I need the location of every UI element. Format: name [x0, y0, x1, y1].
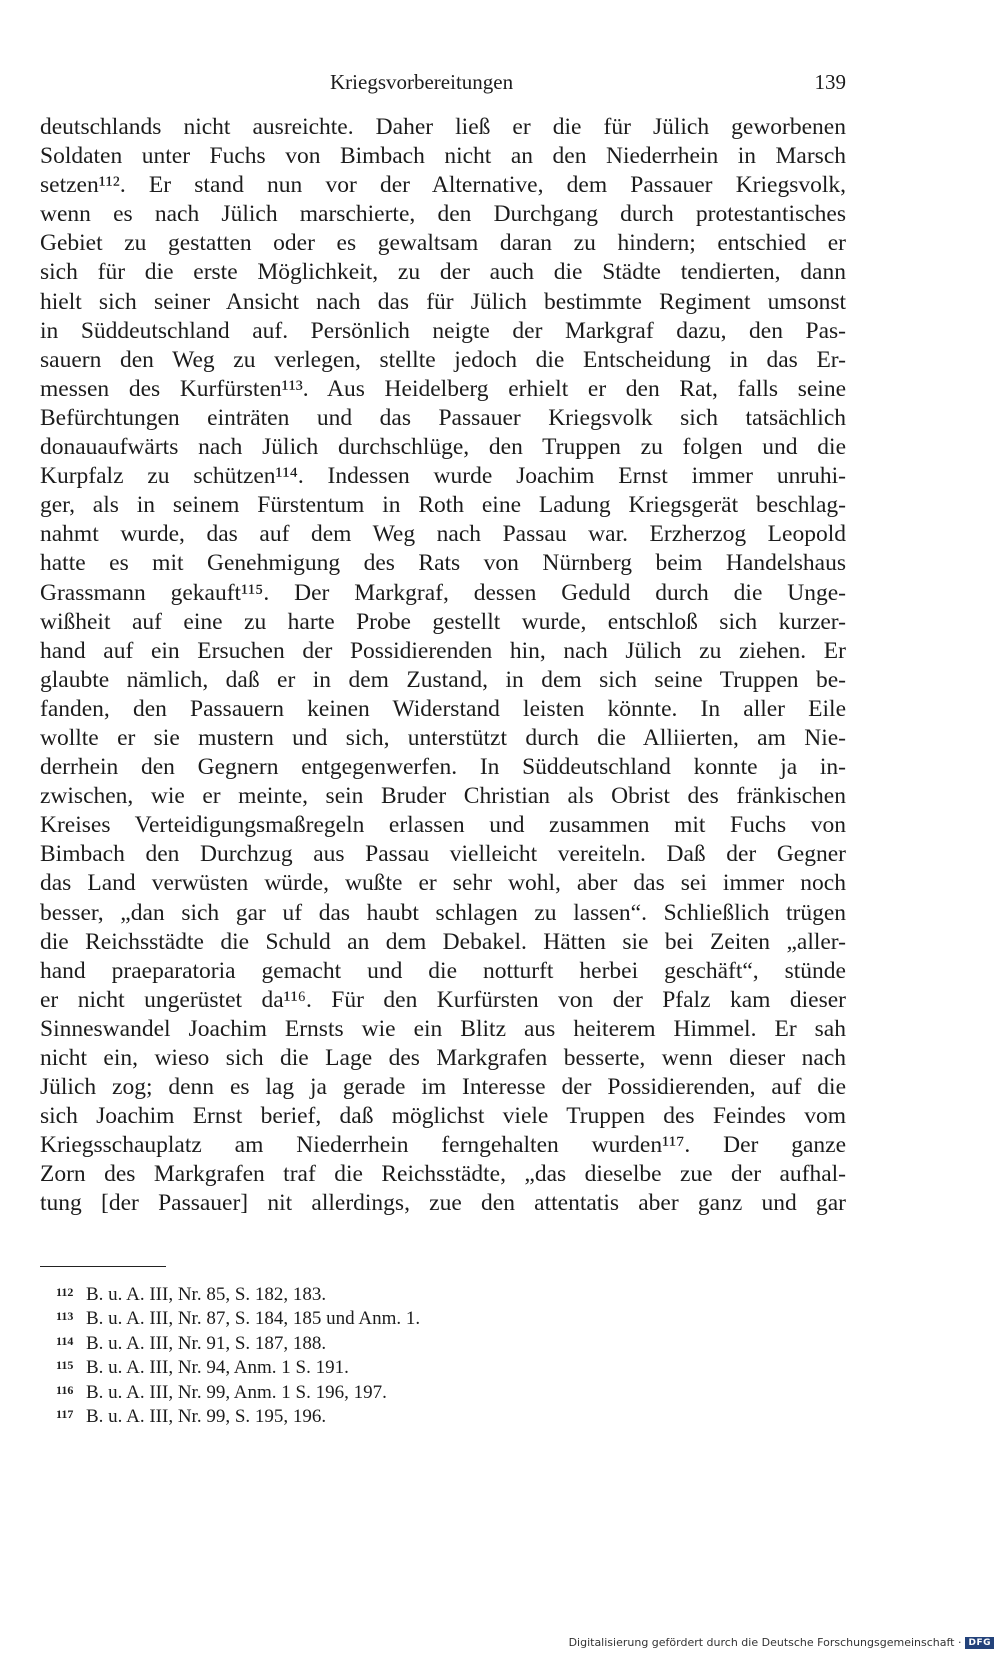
- text-line: Kreises Verteidigungsmaßregeln erlassen und zusammen mit Fuchs von: [40, 812, 846, 839]
- text-line: die Reichsstädte die Schuld an dem Debakel. Hätten sie bei Zeiten „aller-: [40, 928, 846, 955]
- text-line: in Süddeutschland auf. Persönlich neigte der Markgraf dazu, den Pas-: [40, 317, 846, 344]
- text-line: besser, „dan sich gar uf das haubt schlagen zu lassen“. Schließlich trügen: [40, 899, 846, 926]
- footnote-number: 115: [56, 1358, 74, 1373]
- text-line: glaubte nämlich, daß er in dem Zustand, in dem sich seine Truppen be-: [40, 666, 846, 693]
- text-line: das Land verwüsten würde, wußte er sehr wohl, aber das sei immer noch: [40, 870, 846, 897]
- text-line: Jülich zog; denn es lag ja gerade im Interesse der Possidierenden, auf die: [40, 1074, 846, 1101]
- text-line: Gebiet zu gestatten oder es gewaltsam daran zu hindern; entschied er: [40, 230, 846, 257]
- running-head: [40, 70, 846, 104]
- footnote-number: 114: [56, 1333, 74, 1348]
- text-line: hand praeparatoria gemacht und die notturft herbei geschäft“, stünde: [40, 957, 846, 984]
- text-line: donauaufwärts nach Jülich durchschlüge, den Truppen zu folgen und die: [40, 434, 846, 461]
- digitization-text: Digitalisierung gefördert durch die Deutsche Forschungsgemeinschaft ·: [568, 1636, 962, 1649]
- text-line: messen des Kurfürsten¹¹³. Aus Heidelberg erhielt er den Rat, falls seine: [40, 375, 846, 402]
- text-line: deutschlands nicht ausreichte. Daher ließ er die für Jülich geworbenen: [40, 114, 846, 140]
- text-line: Zorn des Markgrafen traf die Reichsstädte, „das dieselbe zue der aufhal-: [40, 1161, 846, 1188]
- text-line: Kriegsschauplatz am Niederrhein ferngehalten wurden¹¹⁷. Der ganze: [40, 1132, 846, 1159]
- footnote: [56, 1329, 756, 1353]
- footnote-text: B. u. A. III, Nr. 99, S. 195, 196.: [86, 1405, 327, 1427]
- footnote: [56, 1304, 756, 1328]
- text-line: wenn es nach Jülich marschierte, den Durchgang durch protestantisches: [40, 201, 846, 228]
- text-line: sauern den Weg zu verlegen, stellte jedoch die Entscheidung in das Er-: [40, 346, 846, 373]
- page-number: 139: [814, 70, 846, 94]
- text-line: nahmt wurde, das auf dem Weg nach Passau war. Erzherzog Leopold: [40, 521, 846, 548]
- footnote-text: B. u. A. III, Nr. 85, S. 182, 183.: [86, 1284, 327, 1305]
- text-line: zwischen, wie er meinte, sein Bruder Christian als Obrist des fränkischen: [40, 783, 846, 810]
- text-line: hand auf ein Ersuchen der Possidierenden hin, nach Jülich zu ziehen. Er: [40, 637, 846, 664]
- text-line: sich für die erste Möglichkeit, zu der auch die Städte tendierten, dann: [40, 259, 846, 286]
- text-line: Grassmann gekauft¹¹⁵. Der Markgraf, dessen Geduld durch die Unge-: [40, 579, 846, 606]
- text-line: ger, als in seinem Fürstentum in Roth eine Ladung Kriegsgerät beschlag-: [40, 492, 846, 519]
- text-line: wollte er sie mustern und sich, unterstützt durch die Alliierten, am Nie-: [40, 724, 846, 751]
- footnote-number: 116: [56, 1382, 74, 1397]
- text-line: Sinneswandel Joachim Ernsts wie ein Blitz aus heiterem Himmel. Er sah: [40, 1015, 846, 1042]
- footnotes: [56, 1280, 756, 1426]
- text-line: fanden, den Passauern keinen Widerstand leisten könnte. In aller Eile: [40, 695, 846, 722]
- footnote-text: B. u. A. III, Nr. 91, S. 187, 188.: [86, 1332, 327, 1354]
- text-line: wißheit auf eine zu harte Probe gestellt wurde, entschloß sich kurzer-: [40, 608, 846, 635]
- text-line: nicht ein, wieso sich die Lage des Markgrafen besserte, wenn dieser nach: [40, 1045, 846, 1071]
- text-line: hatte es mit Genehmigung des Rats von Nürnberg beim Handelshaus: [40, 550, 846, 577]
- footnote: [56, 1353, 756, 1377]
- footnote: [56, 1280, 756, 1304]
- text-line: Befürchtungen einträten und das Passauer Kriegsvolk sich tatsächlich: [40, 404, 846, 431]
- body-text: [40, 113, 846, 1219]
- footnote-number: 117: [56, 1406, 74, 1421]
- footnote-rule: [40, 1266, 166, 1267]
- text-line: er nicht ungerüstet da¹¹⁶. Für den Kurfürsten von der Pfalz kam dieser: [40, 986, 846, 1013]
- dfg-logo: DFG: [965, 1637, 994, 1649]
- footnote-number: 113: [56, 1309, 74, 1324]
- footnote: [56, 1378, 756, 1402]
- footnote-text: B. u. A. III, Nr. 99, Anm. 1 S. 196, 197.: [86, 1381, 387, 1403]
- text-line: sich Joachim Ernst berief, daß möglichst viele Truppen des Feindes vom: [40, 1103, 846, 1130]
- text-line: derrhein den Gegnern entgegenwerfen. In Süddeutschland konnte ja in-: [40, 754, 846, 781]
- text-line: Bimbach den Durchzug aus Passau vielleicht vereiteln. Daß der Gegner: [40, 841, 846, 868]
- footnote-text: B. u. A. III, Nr. 87, S. 184, 185 und Anm. 1.: [86, 1308, 421, 1330]
- text-line: Kurpfalz zu schützen¹¹⁴. Indessen wurde Joachim Ernst immer unruhi-: [40, 463, 846, 490]
- running-title: Kriegsvorbereitungen: [330, 70, 514, 94]
- text-line: Soldaten unter Fuchs von Bimbach nicht an den Niederrhein in Marsch: [40, 143, 846, 170]
- text-line: setzen¹¹². Er stand nun vor der Alternative, dem Passauer Kriegsvolk,: [40, 172, 846, 199]
- footnote: [56, 1402, 756, 1426]
- footnote-text: B. u. A. III, Nr. 94, Anm. 1 S. 191.: [86, 1357, 349, 1379]
- digitization-note: [569, 1636, 994, 1649]
- text-line: tung [der Passauer] nit allerdings, zue den attentatis aber ganz und gar: [40, 1190, 846, 1217]
- footnote-number: 112: [56, 1285, 74, 1299]
- text-line: hielt sich seiner Ansicht nach das für Jülich bestimmte Regiment umsonst: [40, 288, 846, 315]
